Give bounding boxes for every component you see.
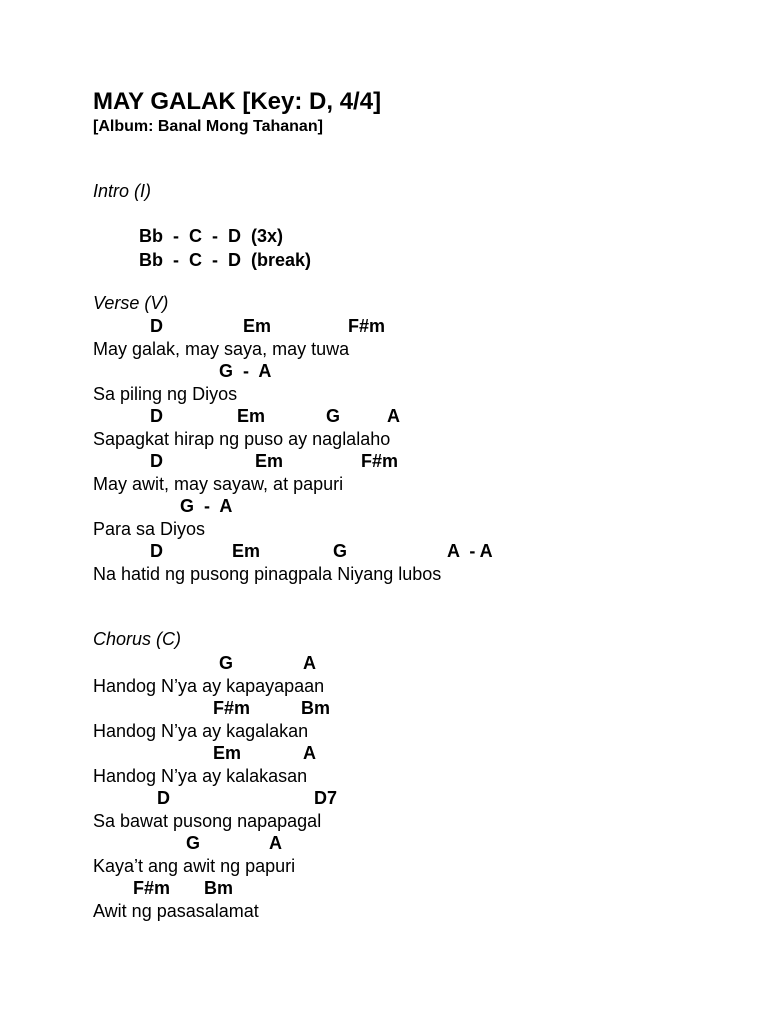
lyric-line: Para sa Diyos — [93, 519, 206, 539]
chord-label: F#m — [213, 698, 251, 718]
intro-chord-line: Bb - C - D (3x) — [139, 226, 283, 246]
chord-label: F#m — [361, 451, 399, 471]
chord-label: Bm — [204, 878, 234, 898]
intro-chord-line: Bb - C - D (break) — [139, 250, 312, 270]
chord-label: G - A — [180, 496, 233, 516]
lyric-line: May galak, may saya, may tuwa — [93, 339, 350, 359]
chord-label: A — [269, 833, 282, 853]
lyric-line: Handog N’ya ay kalakasan — [93, 766, 308, 786]
verse-heading: Verse (V) — [93, 293, 169, 313]
chord-label: Em — [237, 406, 266, 426]
chord-label: G — [186, 833, 201, 853]
lyric-line: Kaya’t ang awit ng papuri — [93, 856, 296, 876]
chord-label: D — [150, 541, 163, 561]
chord-label: Em — [255, 451, 284, 471]
song-title: MAY GALAK [Key: D, 4/4] — [93, 88, 382, 115]
lyric-line: May awit, may sayaw, at papuri — [93, 474, 344, 494]
chord-label: Em — [243, 316, 272, 336]
lyric-line: Sa piling ng Diyos — [93, 384, 238, 404]
chord-label: A - A — [447, 541, 493, 561]
album-info: [Album: Banal Mong Tahanan] — [93, 118, 323, 135]
chord-label: A — [303, 743, 316, 763]
chord-label: F#m — [348, 316, 386, 336]
chord-label: D — [150, 316, 163, 336]
chord-label: D7 — [314, 788, 338, 808]
chord-label: D — [157, 788, 170, 808]
lyric-line: Sapagkat hirap ng puso ay naglalaho — [93, 429, 391, 449]
chord-label: G — [219, 653, 234, 673]
chord-label: G — [326, 406, 341, 426]
chord-label: D — [150, 451, 163, 471]
chorus-heading: Chorus (C) — [93, 629, 182, 649]
chord-label: A — [387, 406, 400, 426]
lyric-line: Na hatid ng pusong pinagpala Niyang lubos — [93, 564, 442, 584]
chord-label: G - A — [219, 361, 272, 381]
lyric-line: Sa bawat pusong napapagal — [93, 811, 322, 831]
lyric-line: Handog N’ya ay kagalakan — [93, 721, 309, 741]
lyric-line: Awit ng pasasalamat — [93, 901, 259, 921]
chord-label: F#m — [133, 878, 171, 898]
chord-label: Bm — [301, 698, 331, 718]
chord-label: Em — [232, 541, 261, 561]
chord-label: Em — [213, 743, 242, 763]
chord-label: A — [303, 653, 316, 673]
chord-label: D — [150, 406, 163, 426]
chord-label: G — [333, 541, 348, 561]
lyric-line: Handog N’ya ay kapayapaan — [93, 676, 325, 696]
intro-heading: Intro (I) — [93, 181, 152, 201]
